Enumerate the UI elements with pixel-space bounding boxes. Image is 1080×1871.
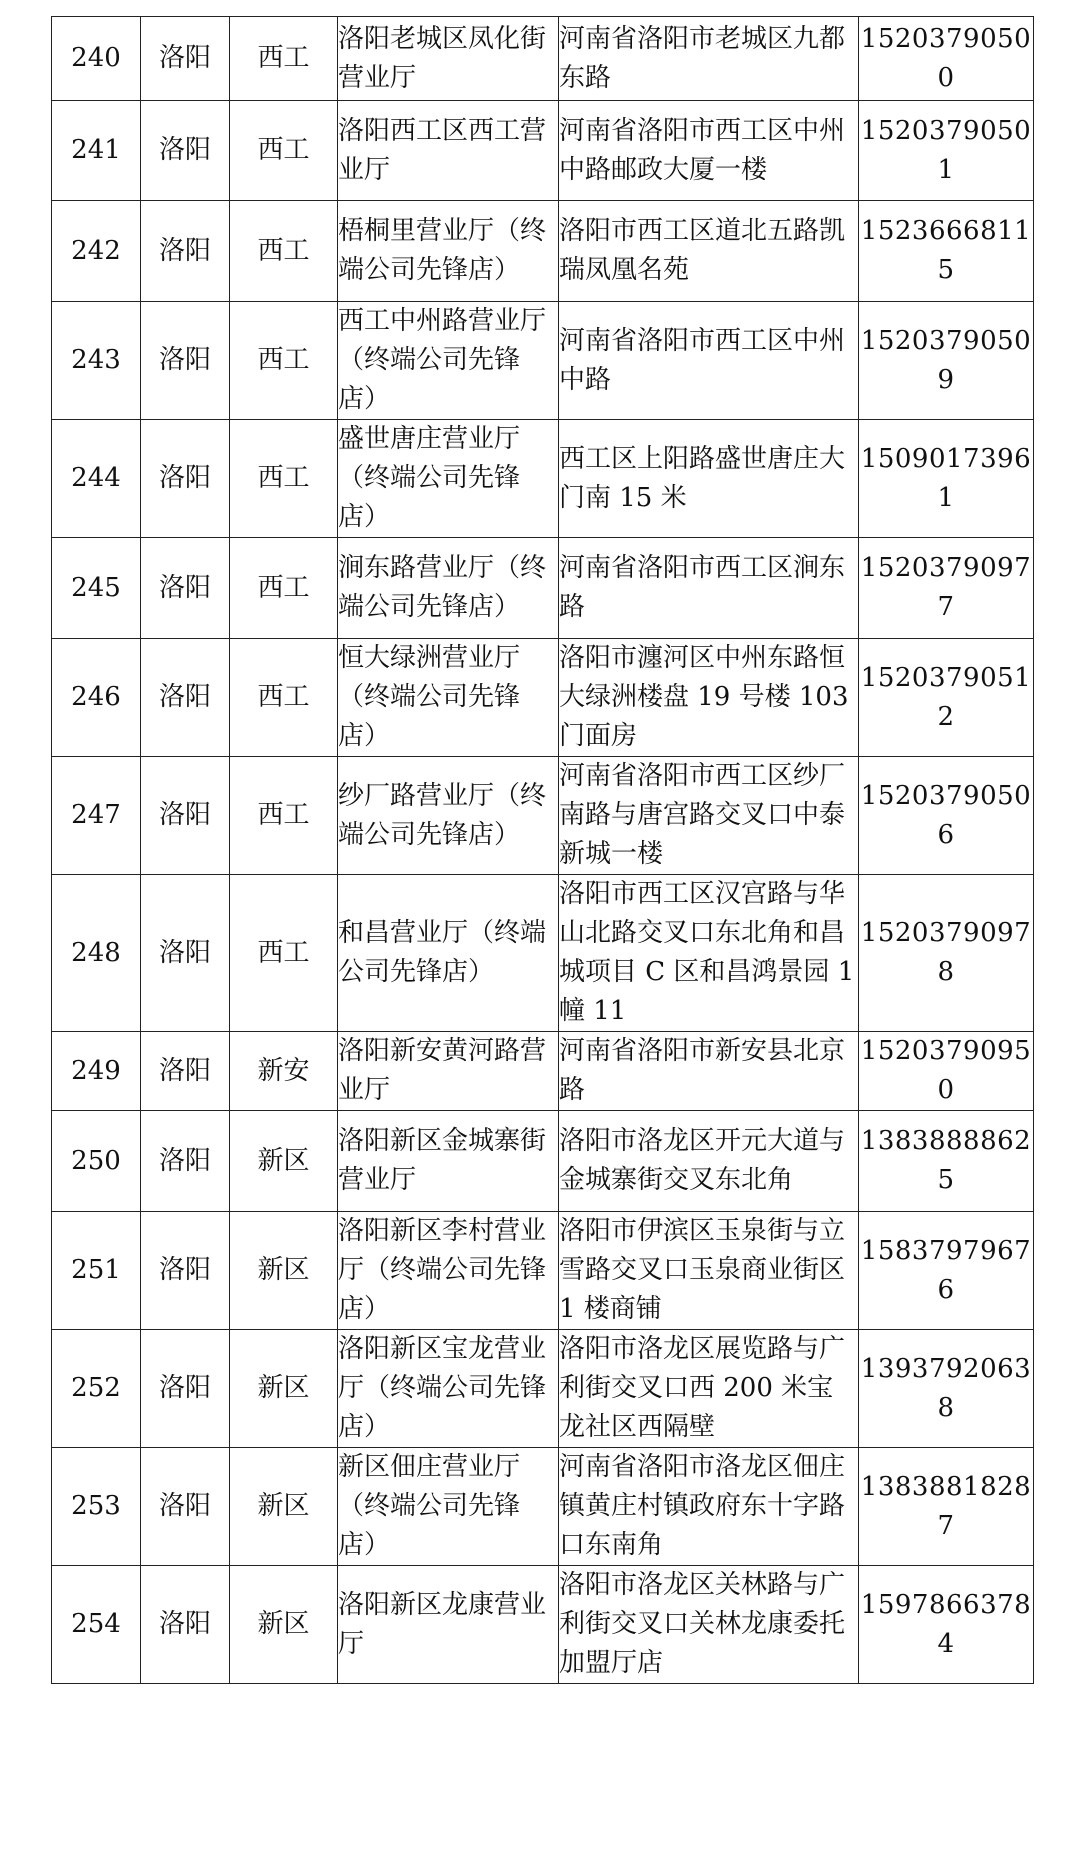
address-cell: 洛阳市伊滨区玉泉街与立雪路交叉口玉泉商业街区 1 楼商铺 bbox=[559, 1212, 859, 1330]
store-name-cell: 涧东路营业厅（终端公司先锋店） bbox=[338, 538, 559, 639]
store-name-cell: 新区佃庄营业厅（终端公司先锋店） bbox=[338, 1448, 559, 1566]
city-cell: 洛阳 bbox=[141, 1566, 230, 1684]
store-name-cell: 洛阳西工区西工营业厅 bbox=[338, 101, 559, 201]
district-cell: 西工 bbox=[230, 875, 338, 1032]
row-number: 248 bbox=[52, 875, 141, 1032]
city-cell: 洛阳 bbox=[141, 1448, 230, 1566]
phone-cell: 15236668115 bbox=[859, 201, 1034, 302]
store-listing-table bbox=[51, 16, 1034, 1684]
city-cell: 洛阳 bbox=[141, 538, 230, 639]
district-cell: 新区 bbox=[230, 1330, 338, 1448]
store-name-cell: 洛阳新安黄河路营业厅 bbox=[338, 1032, 559, 1111]
row-number: 241 bbox=[52, 101, 141, 201]
store-name-cell: 和昌营业厅（终端公司先锋店） bbox=[338, 875, 559, 1032]
store-name-cell: 盛世唐庄营业厅（终端公司先锋店） bbox=[338, 420, 559, 538]
table-row bbox=[52, 757, 1034, 875]
phone-cell: 13838888625 bbox=[859, 1111, 1034, 1212]
row-number: 242 bbox=[52, 201, 141, 302]
row-number: 252 bbox=[52, 1330, 141, 1448]
table-row bbox=[52, 101, 1034, 201]
store-name-cell: 梧桐里营业厅（终端公司先锋店） bbox=[338, 201, 559, 302]
table-row bbox=[52, 875, 1034, 1032]
table-body bbox=[52, 17, 1034, 1684]
row-number: 246 bbox=[52, 639, 141, 757]
phone-cell: 15837979676 bbox=[859, 1212, 1034, 1330]
district-cell: 新区 bbox=[230, 1448, 338, 1566]
phone-cell: 15090173961 bbox=[859, 420, 1034, 538]
row-number: 250 bbox=[52, 1111, 141, 1212]
table-row bbox=[52, 302, 1034, 420]
address-cell: 洛阳市洛龙区展览路与广利街交叉口西 200 米宝龙社区西隔壁 bbox=[559, 1330, 859, 1448]
address-cell: 洛阳市瀍河区中州东路恒大绿洲楼盘 19 号楼 103 门面房 bbox=[559, 639, 859, 757]
address-cell: 河南省洛阳市老城区九都东路 bbox=[559, 17, 859, 101]
city-cell: 洛阳 bbox=[141, 17, 230, 101]
phone-cell: 15203790501 bbox=[859, 101, 1034, 201]
table-row bbox=[52, 17, 1034, 101]
table-row bbox=[52, 1212, 1034, 1330]
address-cell: 河南省洛阳市新安县北京路 bbox=[559, 1032, 859, 1111]
district-cell: 西工 bbox=[230, 201, 338, 302]
store-name-cell: 洛阳新区金城寨街营业厅 bbox=[338, 1111, 559, 1212]
city-cell: 洛阳 bbox=[141, 101, 230, 201]
address-cell: 洛阳市西工区汉宫路与华山北路交叉口东北角和昌城项目 C 区和昌鸿景园 1 幢 11 bbox=[559, 875, 859, 1032]
address-cell: 洛阳市洛龙区关林路与广利街交叉口关林龙康委托加盟厅店 bbox=[559, 1566, 859, 1684]
phone-cell: 15203790512 bbox=[859, 639, 1034, 757]
store-name-cell: 西工中州路营业厅（终端公司先锋店） bbox=[338, 302, 559, 420]
address-cell: 河南省洛阳市西工区中州中路邮政大厦一楼 bbox=[559, 101, 859, 201]
city-cell: 洛阳 bbox=[141, 1212, 230, 1330]
store-name-cell: 纱厂路营业厅（终端公司先锋店） bbox=[338, 757, 559, 875]
city-cell: 洛阳 bbox=[141, 875, 230, 1032]
row-number: 240 bbox=[52, 17, 141, 101]
address-cell: 西工区上阳路盛世唐庄大门南 15 米 bbox=[559, 420, 859, 538]
store-name-cell: 洛阳新区李村营业厅（终端公司先锋店） bbox=[338, 1212, 559, 1330]
city-cell: 洛阳 bbox=[141, 420, 230, 538]
table-row bbox=[52, 1032, 1034, 1111]
phone-cell: 15203790509 bbox=[859, 302, 1034, 420]
store-name-cell: 洛阳新区龙康营业厅 bbox=[338, 1566, 559, 1684]
city-cell: 洛阳 bbox=[141, 302, 230, 420]
table-row bbox=[52, 1566, 1034, 1684]
store-name-cell: 洛阳老城区凤化街营业厅 bbox=[338, 17, 559, 101]
city-cell: 洛阳 bbox=[141, 201, 230, 302]
district-cell: 西工 bbox=[230, 538, 338, 639]
phone-cell: 15978663784 bbox=[859, 1566, 1034, 1684]
district-cell: 西工 bbox=[230, 639, 338, 757]
district-cell: 新区 bbox=[230, 1111, 338, 1212]
address-cell: 河南省洛阳市西工区纱厂南路与唐宫路交叉口中泰新城一楼 bbox=[559, 757, 859, 875]
address-cell: 河南省洛阳市洛龙区佃庄镇黄庄村镇政府东十字路口东南角 bbox=[559, 1448, 859, 1566]
city-cell: 洛阳 bbox=[141, 639, 230, 757]
district-cell: 西工 bbox=[230, 302, 338, 420]
phone-cell: 15203790500 bbox=[859, 17, 1034, 101]
address-cell: 河南省洛阳市西工区涧东路 bbox=[559, 538, 859, 639]
city-cell: 洛阳 bbox=[141, 757, 230, 875]
phone-cell: 15203790978 bbox=[859, 875, 1034, 1032]
address-cell: 河南省洛阳市西工区中州中路 bbox=[559, 302, 859, 420]
row-number: 249 bbox=[52, 1032, 141, 1111]
row-number: 245 bbox=[52, 538, 141, 639]
phone-cell: 15203790950 bbox=[859, 1032, 1034, 1111]
phone-cell: 13937920638 bbox=[859, 1330, 1034, 1448]
city-cell: 洛阳 bbox=[141, 1111, 230, 1212]
district-cell: 新区 bbox=[230, 1566, 338, 1684]
row-number: 251 bbox=[52, 1212, 141, 1330]
district-cell: 西工 bbox=[230, 101, 338, 201]
table-row bbox=[52, 538, 1034, 639]
phone-cell: 15203790977 bbox=[859, 538, 1034, 639]
phone-cell: 15203790506 bbox=[859, 757, 1034, 875]
district-cell: 西工 bbox=[230, 17, 338, 101]
store-name-cell: 洛阳新区宝龙营业厅（终端公司先锋店） bbox=[338, 1330, 559, 1448]
table-row bbox=[52, 1448, 1034, 1566]
table-row bbox=[52, 1111, 1034, 1212]
address-cell: 洛阳市洛龙区开元大道与金城寨街交叉东北角 bbox=[559, 1111, 859, 1212]
table-row bbox=[52, 420, 1034, 538]
row-number: 254 bbox=[52, 1566, 141, 1684]
district-cell: 西工 bbox=[230, 757, 338, 875]
row-number: 244 bbox=[52, 420, 141, 538]
address-cell: 洛阳市西工区道北五路凯瑞凤凰名苑 bbox=[559, 201, 859, 302]
city-cell: 洛阳 bbox=[141, 1330, 230, 1448]
row-number: 253 bbox=[52, 1448, 141, 1566]
row-number: 247 bbox=[52, 757, 141, 875]
district-cell: 新安 bbox=[230, 1032, 338, 1111]
phone-cell: 13838818287 bbox=[859, 1448, 1034, 1566]
row-number: 243 bbox=[52, 302, 141, 420]
district-cell: 新区 bbox=[230, 1212, 338, 1330]
store-name-cell: 恒大绿洲营业厅（终端公司先锋店） bbox=[338, 639, 559, 757]
district-cell: 西工 bbox=[230, 420, 338, 538]
table-row bbox=[52, 639, 1034, 757]
city-cell: 洛阳 bbox=[141, 1032, 230, 1111]
table-row bbox=[52, 201, 1034, 302]
table-row bbox=[52, 1330, 1034, 1448]
